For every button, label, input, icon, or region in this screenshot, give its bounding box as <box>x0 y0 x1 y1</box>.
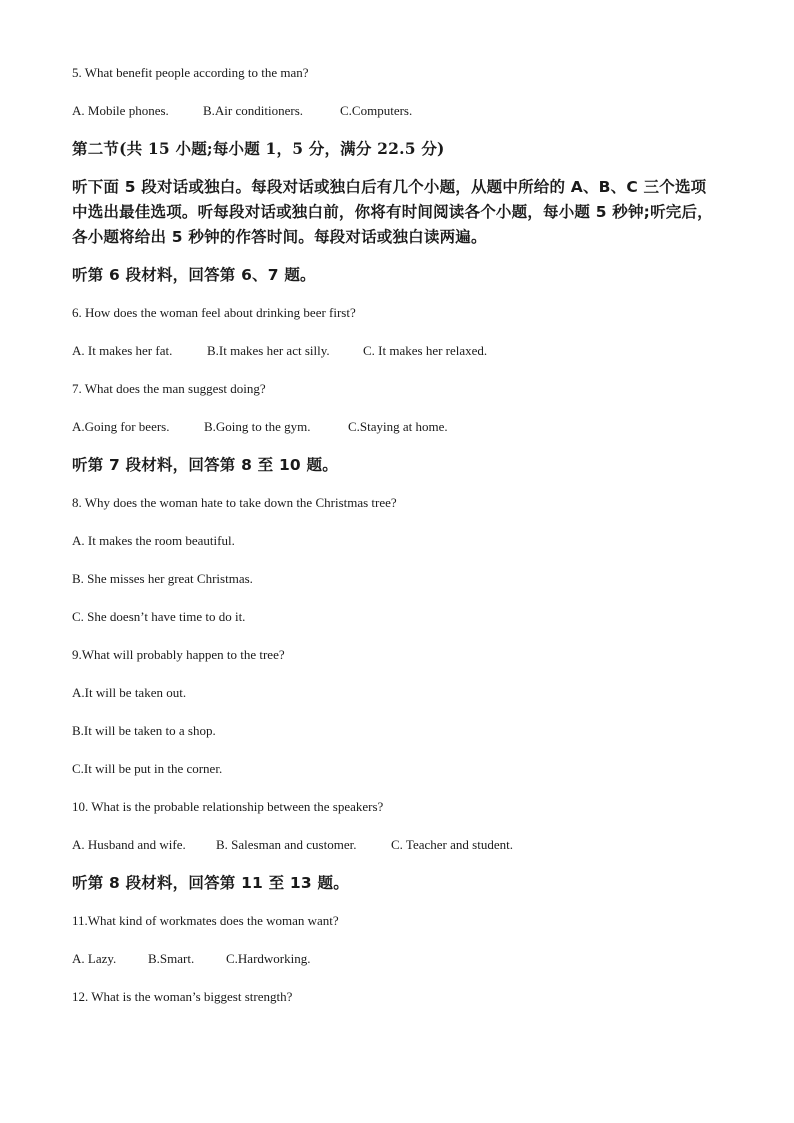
q8-option-b: B. She misses her great Christmas. <box>72 571 253 586</box>
section-2-instructions-line-3: 各小题将给出 5 秒钟的作答时间。每段对话或独白读两遍。 <box>72 228 487 246</box>
q11-option-a: A. Lazy. <box>72 951 117 966</box>
passage-7-heading: 听第 7 段材料，回答第 8 至 10 题。 <box>72 456 338 474</box>
question-7: 7. What does the man suggest doing? <box>72 381 266 396</box>
question-8: 8. Why does the woman hate to take down the Christmas tree? <box>72 495 397 510</box>
passage-6-heading: 听第 6 段材料，回答第 6、7 题。 <box>72 266 316 284</box>
q5-option-a: A. Mobile phones. <box>72 103 169 118</box>
q6-option-c: C. It makes her relaxed. <box>363 343 488 358</box>
section-2-instructions-line-2: 中选出最佳选项。听每段对话或独白前，你将有时间阅读各个小题，每小题 5 秒钟;听完后， <box>72 203 713 221</box>
q6-option-a: A. It makes her fat. <box>72 343 173 358</box>
question-10: 10. What is the probable relationship between the speakers? <box>72 799 384 814</box>
q7-option-b: B.Going to the gym. <box>204 419 311 434</box>
q10-option-c: C. Teacher and student. <box>391 837 513 852</box>
q8-option-a: A. It makes the room beautiful. <box>72 533 235 548</box>
q7-option-a: A.Going for beers. <box>72 419 170 434</box>
passage-8-heading: 听第 8 段材料，回答第 11 至 13 题。 <box>72 874 349 892</box>
q9-option-b: B.It will be taken to a shop. <box>72 723 216 738</box>
q5-option-c: C.Computers. <box>340 103 413 118</box>
question-11: 11.What kind of workmates does the woman want? <box>72 913 339 928</box>
q7-option-c: C.Staying at home. <box>348 419 448 434</box>
question-9: 9.What will probably happen to the tree? <box>72 647 285 662</box>
question-6: 6. How does the woman feel about drinking beer first? <box>72 305 356 320</box>
section-2-title: 第二节(共 15 小题;每小题 1，5 分，满分 22.5 分) <box>72 139 445 158</box>
q6-option-b: B.It makes her act silly. <box>207 343 330 358</box>
q10-option-a: A. Husband and wife. <box>72 837 186 852</box>
q9-option-a: A.It will be taken out. <box>72 685 187 700</box>
q10-option-b: B. Salesman and customer. <box>216 837 357 852</box>
q11-option-c: C.Hardworking. <box>226 951 311 966</box>
question-5: 5. What benefit people according to the man? <box>72 65 309 80</box>
q8-option-c: C. She doesn’t have time to do it. <box>72 609 246 624</box>
q9-option-c: C.It will be put in the corner. <box>72 761 223 776</box>
q5-option-b: B.Air conditioners. <box>203 103 304 118</box>
section-2-instructions-line-1: 听下面 5 段对话或独白。每段对话或独白后有几个小题，从题中所给的 A、B、C 三个选项 <box>72 178 707 196</box>
question-12: 12. What is the woman’s biggest strength? <box>72 989 293 1004</box>
q11-option-b: B.Smart. <box>148 951 195 966</box>
